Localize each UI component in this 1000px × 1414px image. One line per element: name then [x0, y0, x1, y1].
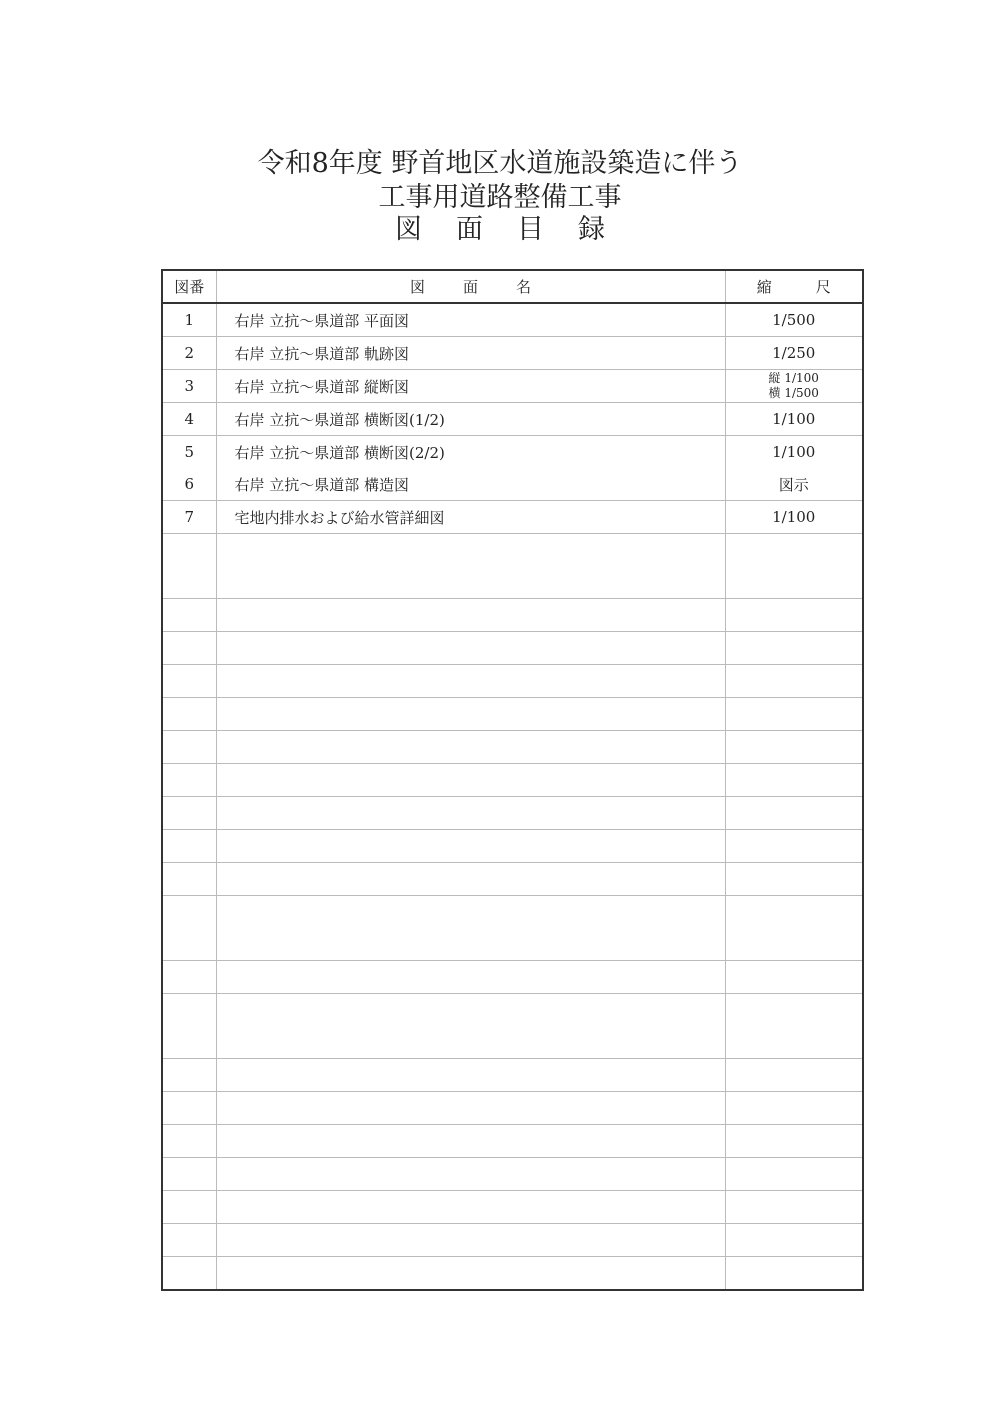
table-row	[162, 403, 863, 436]
row-scale: 1/100	[725, 501, 863, 534]
empty-row	[162, 830, 863, 863]
empty-row	[162, 764, 863, 797]
header-name-char: 図	[409, 278, 425, 296]
row-scale: 1/100	[725, 436, 863, 469]
row-drawing-name: 宅地内排水および給水管詳細図	[216, 501, 725, 534]
row-scale-vertical: 縦 1/100	[768, 371, 819, 385]
row-number: 5	[162, 436, 216, 469]
empty-row	[162, 1125, 863, 1158]
drawing-list-table	[161, 269, 864, 1291]
table-row	[162, 370, 863, 403]
empty-row	[162, 665, 863, 698]
row-scale: 1/500	[725, 303, 863, 337]
empty-row	[162, 1257, 863, 1291]
title3-char: 目	[517, 214, 544, 245]
header-name-char: 名	[516, 278, 532, 296]
header-scale-char: 尺	[815, 278, 831, 296]
row-number: 1	[162, 303, 216, 337]
empty-row	[162, 961, 863, 994]
table-row	[162, 337, 863, 370]
empty-row	[162, 698, 863, 731]
empty-row	[162, 994, 863, 1059]
table-row	[162, 436, 863, 469]
empty-row	[162, 534, 863, 599]
title3-char: 図	[395, 214, 422, 245]
document-title-line3	[0, 213, 1000, 247]
row-number: 4	[162, 403, 216, 436]
empty-row	[162, 731, 863, 764]
row-number: 3	[162, 370, 216, 403]
empty-row	[162, 1059, 863, 1092]
row-scale-horizontal: 横 1/500	[768, 386, 819, 400]
table-header-row	[162, 270, 863, 303]
table-row	[162, 303, 863, 337]
row-drawing-name: 右岸 立抗～県道部 縦断図	[216, 370, 725, 403]
header-name-char: 面	[462, 278, 478, 296]
header-scale	[725, 270, 863, 303]
table-row	[162, 501, 863, 534]
row-number: 2	[162, 337, 216, 370]
row-drawing-name: 右岸 立抗～県道部 軌跡図	[216, 337, 725, 370]
title3-char: 面	[456, 214, 483, 245]
empty-row	[162, 1092, 863, 1125]
row-scale: 1/250	[725, 337, 863, 370]
row-scale	[725, 370, 863, 403]
table-row	[162, 468, 863, 501]
empty-row	[162, 1224, 863, 1257]
empty-row	[162, 863, 863, 896]
row-drawing-name: 右岸 立抗～県道部 構造図	[216, 468, 725, 501]
empty-row	[162, 1191, 863, 1224]
header-drawing-number: 図番	[162, 270, 216, 303]
row-drawing-name: 右岸 立抗～県道部 横断図(1/2)	[216, 403, 725, 436]
row-scale: 1/100	[725, 403, 863, 436]
row-scale: 図示	[725, 468, 863, 501]
row-number: 7	[162, 501, 216, 534]
title3-char: 録	[578, 214, 605, 245]
row-number: 6	[162, 468, 216, 501]
row-drawing-name: 右岸 立抗～県道部 横断図(2/2)	[216, 436, 725, 469]
document-title-line1: 令和8年度 野首地区水道施設築造に伴う	[257, 148, 743, 179]
empty-row	[162, 896, 863, 961]
empty-row	[162, 599, 863, 632]
empty-row	[162, 632, 863, 665]
row-drawing-name: 右岸 立抗～県道部 平面図	[216, 303, 725, 337]
document-title-line2: 工事用道路整備工事	[378, 182, 622, 213]
header-drawing-name	[216, 270, 725, 303]
header-scale-char: 縮	[756, 278, 772, 296]
empty-row	[162, 1158, 863, 1191]
empty-row	[162, 797, 863, 830]
